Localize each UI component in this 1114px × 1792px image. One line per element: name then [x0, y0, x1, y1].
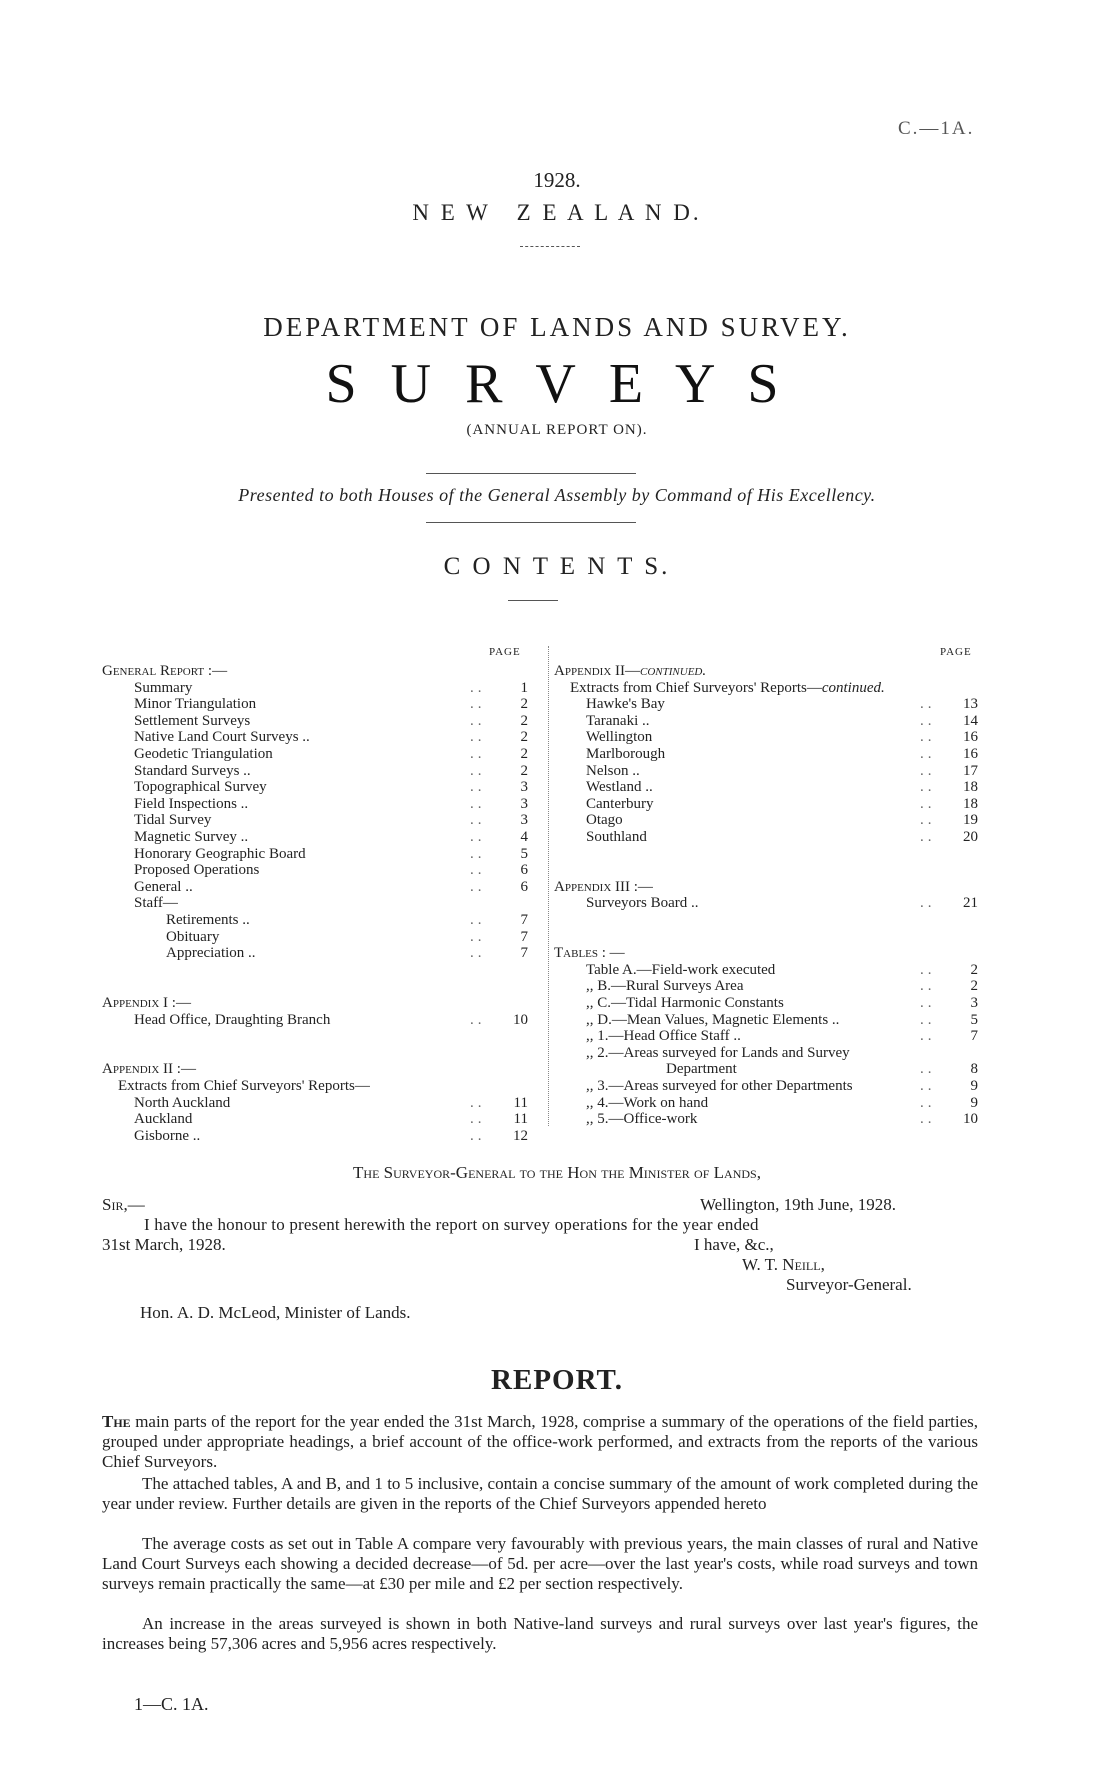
toc-entry: Gisborne .. — [134, 1127, 201, 1144]
year: 1928. — [533, 168, 581, 192]
toc-entry: General Report :— — [102, 663, 228, 679]
toc-leader: .. — [470, 795, 486, 812]
toc-leader: .. — [470, 762, 486, 779]
toc-entry: ,, B.—Rural Surveys Area — [586, 978, 744, 995]
toc-entry: Otago — [586, 812, 623, 829]
toc-page-number: 7 — [520, 928, 528, 945]
toc-leader: .. — [920, 829, 936, 845]
toc-entry: ,, 1.—Head Office Staff .. — [586, 1028, 741, 1045]
toc-page-number: 7 — [970, 1028, 978, 1045]
toc-leader: .. — [470, 1111, 486, 1128]
toc-entry: Taranaki .. — [586, 712, 650, 729]
toc-page-number: 9 — [970, 1094, 978, 1111]
contents-heading: C O N T E N T S. — [443, 553, 671, 580]
toc-leader: .. — [470, 928, 486, 945]
toc-entry: Magnetic Survey .. — [134, 829, 249, 845]
toc-leader: .. — [470, 746, 486, 762]
toc-entry: Southland — [586, 829, 647, 845]
toc-entry: Summary — [134, 679, 193, 696]
toc-leader: .. — [470, 1127, 486, 1144]
toc-page-number: 7 — [520, 912, 528, 928]
toc-page-number: 2 — [520, 762, 528, 779]
toc-page-number: 11 — [513, 1111, 528, 1128]
toc-page-number: 10 — [513, 1011, 528, 1028]
toc-entry: Auckland — [134, 1111, 193, 1128]
toc-leader: .. — [920, 995, 936, 1011]
toc-entry: Appendix II—continued. — [554, 663, 707, 679]
department-heading: DEPARTMENT OF LANDS AND SURVEY. — [263, 312, 851, 342]
toc-page-number: 11 — [513, 1094, 528, 1111]
toc-entry: Hawke's Bay — [586, 696, 665, 713]
toc-leader: .. — [920, 779, 936, 796]
toc-leader: .. — [920, 1028, 936, 1045]
toc-page-number: 19 — [963, 812, 978, 829]
toc-page-number: 21 — [963, 895, 978, 912]
paragraph-text: main parts of the report for the year ended the 31st March, 1928, comprise a summary of the operations of the field parties, grouped under appropriate headings, a brief account of the office-work performed, and extracts from the reports of the various Chief Surveyors. — [102, 1412, 978, 1471]
toc-page-number: 5 — [520, 845, 528, 862]
toc-page-number: 2 — [520, 746, 528, 762]
toc-page-number: 2 — [520, 696, 528, 713]
toc-page-number: 18 — [963, 795, 978, 812]
toc-leader: .. — [470, 845, 486, 862]
document-title: S U R V E Y S — [325, 353, 789, 415]
letter-salutation: Sir,— — [102, 1195, 145, 1214]
toc-leader: .. — [470, 945, 486, 962]
toc-leader: .. — [920, 712, 936, 729]
toc-entry: Wellington — [586, 729, 653, 746]
toc-leader: .. — [920, 746, 936, 762]
toc-entry: Table A.—Field-work executed — [586, 961, 776, 978]
toc-page-label-left: PAGE — [489, 646, 521, 658]
toc-entry: Tidal Survey — [134, 812, 212, 829]
toc-page-number: 3 — [970, 995, 978, 1011]
toc-page-number: 9 — [970, 1078, 978, 1094]
toc-leader: .. — [920, 1111, 936, 1128]
toc-leader: .. — [920, 696, 936, 713]
toc-leader: .. — [920, 1061, 936, 1078]
letter-body-date: 31st March, 1928. — [102, 1235, 226, 1254]
toc-page-number: 16 — [963, 746, 978, 762]
toc-leader: .. — [920, 729, 936, 746]
toc-entry: Westland .. — [586, 779, 653, 796]
document-subtitle: (ANNUAL REPORT ON). — [466, 422, 648, 438]
toc-leader: .. — [470, 696, 486, 713]
letter-position: Surveyor-General. — [786, 1275, 912, 1294]
toc-entry: ,, 5.—Office-work — [586, 1111, 698, 1128]
toc-entry: North Auckland — [134, 1094, 231, 1111]
toc-entry: Department — [666, 1061, 737, 1078]
toc-leader: .. — [470, 729, 486, 746]
report-paragraph-2 — [102, 1474, 978, 1514]
toc-leader: .. — [470, 912, 486, 928]
toc-entry: Surveyors Board .. — [586, 895, 699, 912]
report-heading: REPORT. — [491, 1364, 623, 1396]
toc-page-label-right: PAGE — [940, 646, 972, 658]
presented-line: Presented to both Houses of the General Assembly by Command of His Excellency. — [238, 485, 876, 505]
toc-entry: ,, 3.—Areas surveyed for other Departments — [586, 1078, 853, 1094]
toc-entry: Extracts from Chief Surveyors' Reports— — [118, 1078, 370, 1094]
toc-leader: .. — [920, 1078, 936, 1094]
paragraph-text: The average costs as set out in Table A compare very favourably with previous years, the main classes of rural and Native Land Court Surveys each showing a decided decrease—of 5d. per acre—over the last year's costs, while road surveys and town surveys remain practically the same—at £30 per mile and £2 per section respectively. — [102, 1534, 978, 1593]
report-paragraph-4 — [102, 1614, 978, 1654]
toc-page-number: 2 — [970, 978, 978, 995]
toc-entry: Obituary — [166, 928, 220, 945]
toc-entry: Tables : — — [554, 945, 625, 962]
toc-leader: .. — [470, 878, 486, 895]
toc-page-number: 3 — [520, 795, 528, 812]
toc-page-number: 6 — [520, 862, 528, 879]
toc-leader: .. — [920, 795, 936, 812]
toc-entry: Native Land Court Surveys .. — [134, 729, 310, 746]
toc-continued: continued. — [821, 679, 885, 696]
toc-page-number: 12 — [513, 1127, 528, 1144]
toc-page-number: 10 — [963, 1111, 978, 1128]
toc-entry: Standard Surveys .. — [134, 762, 251, 779]
toc-entry: Extracts from Chief Surveyors' Reports—continued. — [570, 679, 885, 696]
toc-entry: Appendix II :— — [102, 1061, 196, 1078]
toc-entry: Retirements .. — [166, 912, 250, 928]
toc-leader: .. — [920, 1011, 936, 1028]
letter-signature: W. T. Neill, — [742, 1255, 825, 1274]
toc-entry: ,, D.—Mean Values, Magnetic Elements .. — [586, 1011, 840, 1028]
toc-entry: Appendix I :— — [102, 995, 191, 1011]
toc-leader: .. — [470, 812, 486, 829]
divider — [426, 473, 636, 474]
toc-entry: Appendix III :— — [554, 878, 653, 895]
toc-page-number: 1 — [520, 679, 528, 696]
divider — [426, 522, 636, 523]
toc-entry: Field Inspections .. — [134, 795, 249, 812]
toc-page-number: 16 — [963, 729, 978, 746]
toc-leader: .. — [920, 978, 936, 995]
toc-entry: Topographical Survey — [134, 779, 267, 796]
toc-page-number: 2 — [520, 729, 528, 746]
toc-entry: ,, 2.—Areas surveyed for Lands and Survey — [586, 1044, 850, 1061]
toc-page-number: 3 — [520, 779, 528, 796]
toc-entry: ,, 4.—Work on hand — [586, 1094, 709, 1111]
paragraph-text: An increase in the areas surveyed is shown in both Native-land surveys and rural surveys over last year's figures, the increases being 57,306 acres and 5,956 acres respectively. — [102, 1614, 978, 1653]
toc-page-number: 2 — [520, 712, 528, 729]
toc-leader: .. — [920, 762, 936, 779]
divider — [520, 246, 580, 247]
toc-entry: Staff— — [134, 895, 178, 912]
toc-leader: .. — [920, 961, 936, 978]
toc-entry: General .. — [134, 878, 193, 895]
letter-place-date: Wellington, 19th June, 1928. — [700, 1195, 897, 1214]
toc-entry: Honorary Geographic Board — [134, 845, 306, 862]
toc-page-number: 3 — [520, 812, 528, 829]
report-paragraph-3 — [102, 1534, 978, 1594]
toc-leader: .. — [920, 812, 936, 829]
toc-entry: Appreciation .. — [166, 945, 256, 962]
toc-entry: Nelson .. — [586, 762, 640, 779]
footer-reference: 1—C. 1A. — [134, 1694, 209, 1714]
country-heading: N E W Z E A L A N D. — [412, 200, 702, 225]
toc-leader: .. — [920, 1094, 936, 1111]
toc-continued: continued. — [640, 663, 707, 679]
letter-address: The Surveyor-General to the Hon the Minister of Lands, — [353, 1163, 761, 1182]
toc-page-number: 7 — [520, 945, 528, 962]
toc-entry: Settlement Surveys — [134, 712, 251, 729]
toc-page-number: 2 — [970, 961, 978, 978]
toc-entry: Proposed Operations — [134, 862, 260, 879]
toc-leader: .. — [920, 895, 936, 912]
toc-leader: .. — [470, 712, 486, 729]
toc-page-number: 4 — [520, 829, 528, 845]
toc-page-number: 18 — [963, 779, 978, 796]
divider — [508, 600, 558, 601]
toc-entry: Marlborough — [586, 746, 666, 762]
toc-leader: .. — [470, 679, 486, 696]
toc-leader: .. — [470, 1011, 486, 1028]
toc-page-number: 6 — [520, 878, 528, 895]
toc-leader: .. — [470, 829, 486, 845]
toc-page-number: 17 — [963, 762, 978, 779]
toc-entry: ,, C.—Tidal Harmonic Constants — [586, 995, 784, 1011]
toc-leader: .. — [470, 779, 486, 796]
toc-page-number: 14 — [963, 712, 978, 729]
toc-entry: Canterbury — [586, 795, 654, 812]
letter-closing: I have, &c., — [694, 1235, 774, 1254]
toc-page-number: 5 — [970, 1011, 978, 1028]
report-paragraph-1: The main parts of the report for the year ended the 31st March, 1928, comprise a summary of the operations of the field parties, grouped under appropriate headings, a brief account of the office-work performed, and extracts from the reports of the various Chief Surveyors. — [102, 1412, 978, 1471]
letter-recipient: Hon. A. D. McLeod, Minister of Lands. — [140, 1303, 411, 1322]
letter-body: I have the honour to present herewith the report on survey operations for the year ended — [144, 1215, 759, 1234]
toc-column-divider — [548, 646, 549, 1126]
toc-leader: .. — [470, 1094, 486, 1111]
toc-leader: .. — [470, 862, 486, 879]
toc-entry: Minor Triangulation — [134, 696, 257, 713]
document-reference: C.—1A. — [898, 118, 975, 139]
toc-page-number: 20 — [963, 829, 978, 845]
paragraph-text: The attached tables, A and B, and 1 to 5 inclusive, contain a concise summary of the amount of work completed during the year under review. Further details are given in the reports of the Chief Surveyors appended hereto — [102, 1474, 978, 1513]
toc-page-number: 8 — [970, 1061, 978, 1078]
toc-page-number: 13 — [963, 696, 978, 713]
toc-entry: Geodetic Triangulation — [134, 746, 273, 762]
toc-entry: Head Office, Draughting Branch — [134, 1011, 331, 1028]
